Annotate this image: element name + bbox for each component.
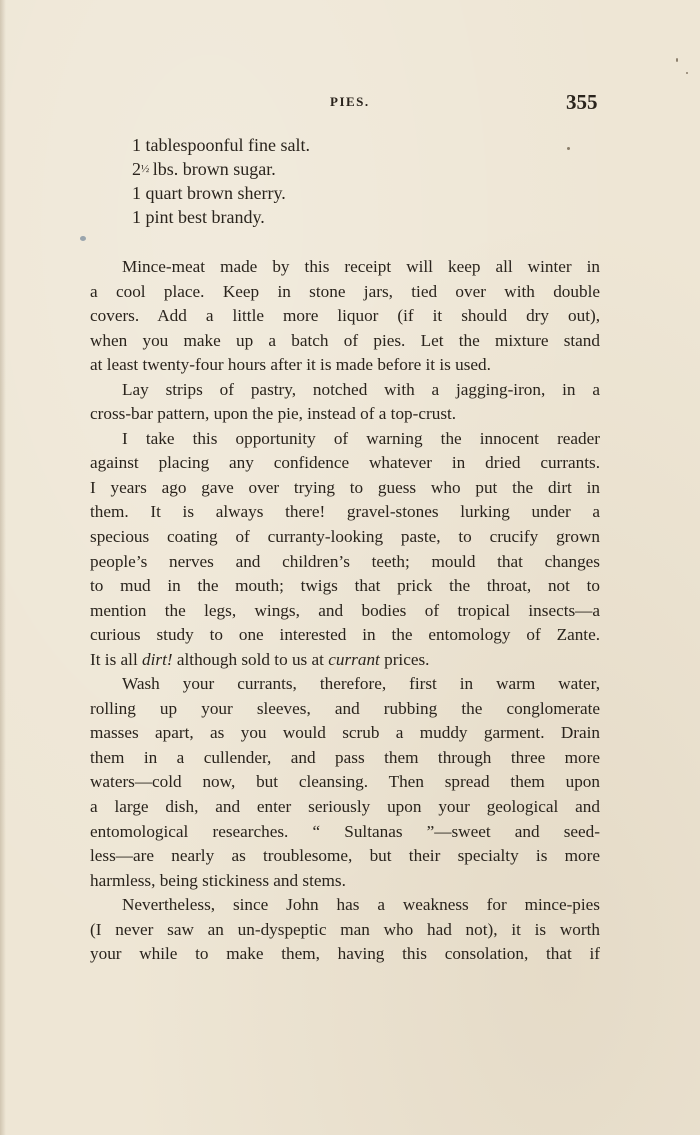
text-line: waters—cold now, but cleansing. Then spread them upon [90, 772, 600, 792]
text-line: masses apart, as you would scrub a muddy garment. Drain [90, 723, 600, 743]
text-line: (I never saw an un-dyspeptic man who had not), it is worth [90, 919, 600, 939]
text-run: It is all [90, 649, 143, 669]
text-line: them. It is always there! gravel-stones lurking under a [90, 502, 600, 522]
text-line: specious coating of curranty-looking paste, to crucify grown [90, 527, 600, 547]
ingredient-quantity: 1 [132, 183, 141, 203]
paper-speck [686, 72, 688, 74]
text-line: when you make up a batch of pies. Let the mixture stand [90, 330, 600, 350]
ingredient-quantity: 1 [132, 135, 141, 155]
ingredient-item [132, 133, 552, 157]
text-line: them in a cullender, and pass them through three more [90, 747, 600, 767]
text-line: Nevertheless, since John has a weakness for mince-pies [122, 895, 600, 915]
text-line: rolling up your sleeves, and rubbing the conglomerate [90, 698, 600, 718]
body-text [90, 255, 600, 967]
paper-speck [676, 58, 678, 62]
text-line: mention the legs, wings, and bodies of tropical insects—a [90, 600, 600, 620]
text-run: prices. [379, 649, 430, 669]
ingredient-item [132, 181, 552, 205]
text-line: I take this opportunity of warning the innocent reader [122, 428, 600, 448]
text-line: entomological researches. “ Sultanas ”—sweet and seed- [90, 821, 600, 841]
text-line: harmless, being stickiness and stems. [90, 870, 346, 890]
paper-speck [567, 147, 570, 150]
text-line: Mince-meat made by this receipt will keep all winter in [122, 257, 600, 276]
gutter-shadow [0, 0, 6, 1135]
paragraph [90, 255, 600, 378]
text-line: covers. Add a little more liquor (if it should dry out), [90, 306, 600, 326]
text-line: I years ago gave over trying to guess who put the dirt in [90, 477, 600, 497]
ingredient-text: quart brown sherry. [145, 183, 286, 203]
paper-speck [80, 236, 86, 241]
text-line: cross-bar pattern, upon the pie, instead of a top-crust. [90, 404, 457, 424]
ingredient-list [132, 133, 552, 229]
text-line: people’s nerves and children’s teeth; mould that changes [90, 551, 600, 571]
text-line: at least twenty-four hours after it is made before it is used. [90, 355, 491, 375]
italic-text: currant [328, 649, 380, 669]
running-head: PIES. [330, 94, 370, 109]
paragraph [90, 378, 600, 427]
text-line: your while to make them, having this consolation, that if [90, 944, 600, 964]
text-line: a large dish, and enter seriously upon your geological and [90, 797, 600, 817]
italic-text: dirt! [142, 649, 173, 669]
ingredient-text: lbs. brown sugar. [152, 159, 276, 179]
paragraph [90, 672, 600, 893]
text-run: although sold to us at [172, 649, 329, 669]
page-number: 355 [566, 90, 598, 114]
text-line: less—are nearly as troublesome, but their specialty is more [90, 846, 600, 866]
ingredient-fraction: ½ [141, 163, 149, 175]
ingredient-quantity: 1 [132, 207, 141, 227]
paragraph [90, 893, 600, 967]
ingredient-item [132, 157, 552, 181]
text-line: Lay strips of pastry, notched with a jagging-iron, in a [122, 379, 600, 399]
text-line: to mud in the mouth; twigs that prick the throat, not to [90, 576, 600, 596]
ingredient-item [132, 205, 552, 229]
paragraph [90, 427, 600, 672]
ingredient-text: pint best brandy. [145, 207, 265, 227]
text-line: Wash your currants, therefore, first in warm water, [122, 674, 600, 694]
text-line: a cool place. Keep in stone jars, tied over with double [90, 281, 600, 301]
ingredient-text: tablespoonful fine salt. [145, 135, 310, 155]
ingredient-quantity: 2 [132, 159, 141, 179]
text-line [90, 648, 600, 673]
page-header [0, 90, 700, 120]
text-line: against placing any confidence whatever in dried currants. [90, 453, 600, 473]
text-line: curious study to one interested in the entomology of Zante. [90, 625, 600, 645]
